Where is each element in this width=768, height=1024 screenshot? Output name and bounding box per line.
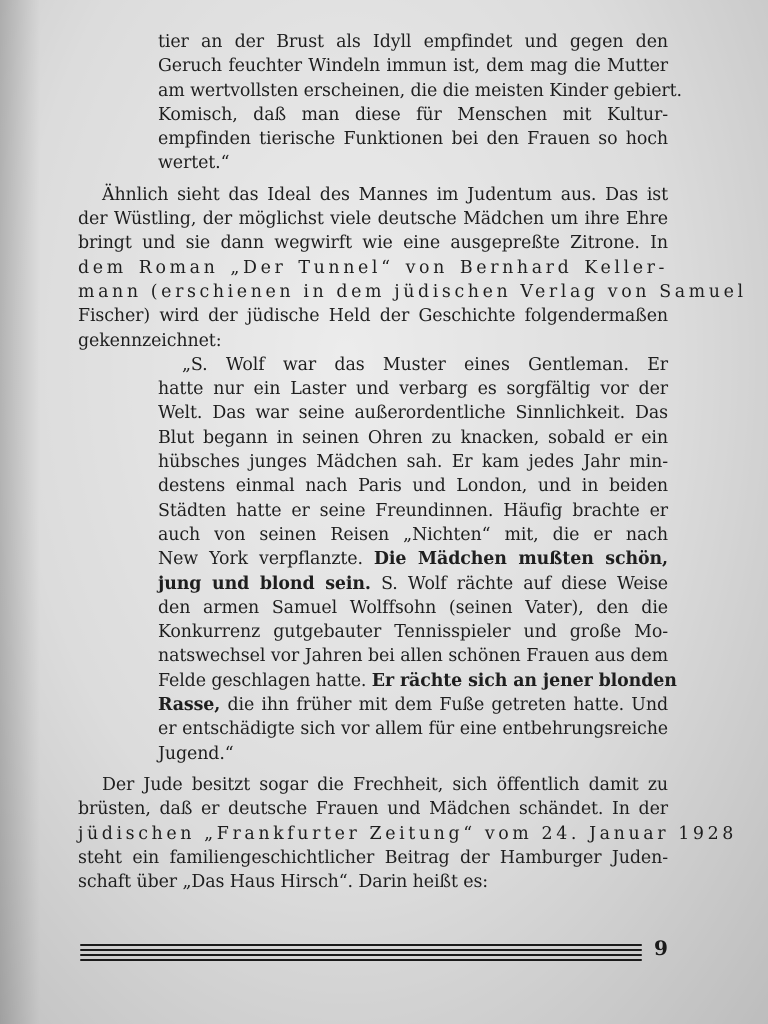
- footer-rule: [80, 959, 642, 961]
- text-line: natswechsel vor Jahren bei allen schönen Frauen aus dem: [158, 646, 668, 667]
- body-text: [78, 30, 747, 894]
- text-span: Felde geschlagen hatte.: [158, 670, 367, 691]
- footer-rule: [80, 944, 642, 946]
- text-span: New York verpflanzte.: [158, 549, 363, 570]
- text-line: den armen Samuel Wolffsohn (seinen Vater), den die: [158, 597, 668, 618]
- text-line: wertet.“: [158, 153, 230, 174]
- text-line: dem Roman „Der Tunnel“ von Bernhard Keller-: [78, 257, 668, 278]
- text-line: der Wüstling, der möglichst viele deutsche Mädchen um ihre Ehre: [78, 209, 668, 230]
- page-number: 9: [654, 936, 668, 960]
- bold-text: Er rächte sich an jener blonden: [371, 670, 677, 691]
- text-line: Fischer) wird der jüdische Held der Geschichte folgendermaßen: [78, 306, 668, 327]
- text-line: mann (erschienen in dem jüdischen Verlag von Samuel: [78, 281, 747, 302]
- text-line: [78, 669, 677, 693]
- text-line: Blut begann in seinen Ohren zu knacken, sobald er ein: [158, 427, 668, 448]
- text-line: Ähnlich sieht das Ideal des Mannes im Judentum aus. Das ist: [102, 184, 668, 205]
- text-line: am wertvollsten erscheinen, die die meisten Kinder gebiert.: [158, 80, 682, 101]
- text-line: [78, 547, 668, 571]
- text-line: Geruch feuchter Windeln immun ist, dem mag die Mutter: [158, 56, 668, 77]
- text-line: hübsches junges Mädchen sah. Er kam jedes Jahr min-: [158, 452, 668, 473]
- text-line: Jugend.“: [158, 743, 234, 764]
- text-line: Städten hatte er seine Freundinnen. Häufig brachte er: [158, 500, 668, 521]
- text-line: auch von seinen Reisen „Nichten“ mit, die er nach: [158, 524, 668, 545]
- bold-text: jung und blond sein.: [158, 573, 371, 594]
- footer-rule: [80, 954, 642, 956]
- text-line: [78, 693, 668, 717]
- text-line: empfinden tierische Funktionen bei den Frauen so hoch: [158, 129, 668, 150]
- page-shadow: [0, 0, 40, 1024]
- bold-text: Rasse,: [158, 695, 221, 716]
- text-line: er entschädigte sich vor allem für eine entbehrungsreiche: [158, 719, 668, 740]
- text-line: hatte nur ein Laster und verbarg es sorgfältig vor der: [158, 379, 668, 400]
- text-line: Komisch, daß man diese für Menschen mit Kultur-: [158, 104, 668, 125]
- text-line: bringt und sie dann wegwirft wie eine ausgepreßte Zitrone. In: [78, 233, 668, 254]
- text-line: steht ein familiengeschichtlicher Beitrag der Hamburger Juden-: [78, 847, 668, 868]
- text-line: „S. Wolf war das Muster eines Gentleman. Er: [182, 354, 668, 375]
- text-line: Der Jude besitzt sogar die Frechheit, sich öffentlich damit zu: [102, 774, 668, 795]
- text-line: Welt. Das war seine außerordentliche Sinnlichkeit. Das: [158, 403, 668, 424]
- text-line: destens einmal nach Paris und London, und in beiden: [158, 476, 668, 497]
- text-line: gekennzeichnet:: [78, 330, 222, 351]
- text-line: Konkurrenz gutgebauter Tennisspieler und große Mo-: [158, 622, 668, 643]
- text-line: tier an der Brust als Idyll empfindet und gegen den: [158, 32, 668, 52]
- text-span: S. Wolf rächte auf diese Weise: [381, 573, 668, 594]
- text-line: schaft über „Das Haus Hirsch“. Darin heißt es:: [78, 872, 489, 893]
- text-line: brüsten, daß er deutsche Frauen und Mädchen schändet. In der: [78, 799, 668, 820]
- text-line: jüdischen „Frankfurter Zeitung“ vom 24. Januar 1928: [78, 823, 737, 844]
- text-span: die ihn früher mit dem Fuße getreten hatte. Und: [227, 695, 668, 716]
- footer-rule: [80, 949, 642, 951]
- bold-text: Die Mädchen mußten schön,: [373, 549, 668, 570]
- text-line: [78, 572, 668, 596]
